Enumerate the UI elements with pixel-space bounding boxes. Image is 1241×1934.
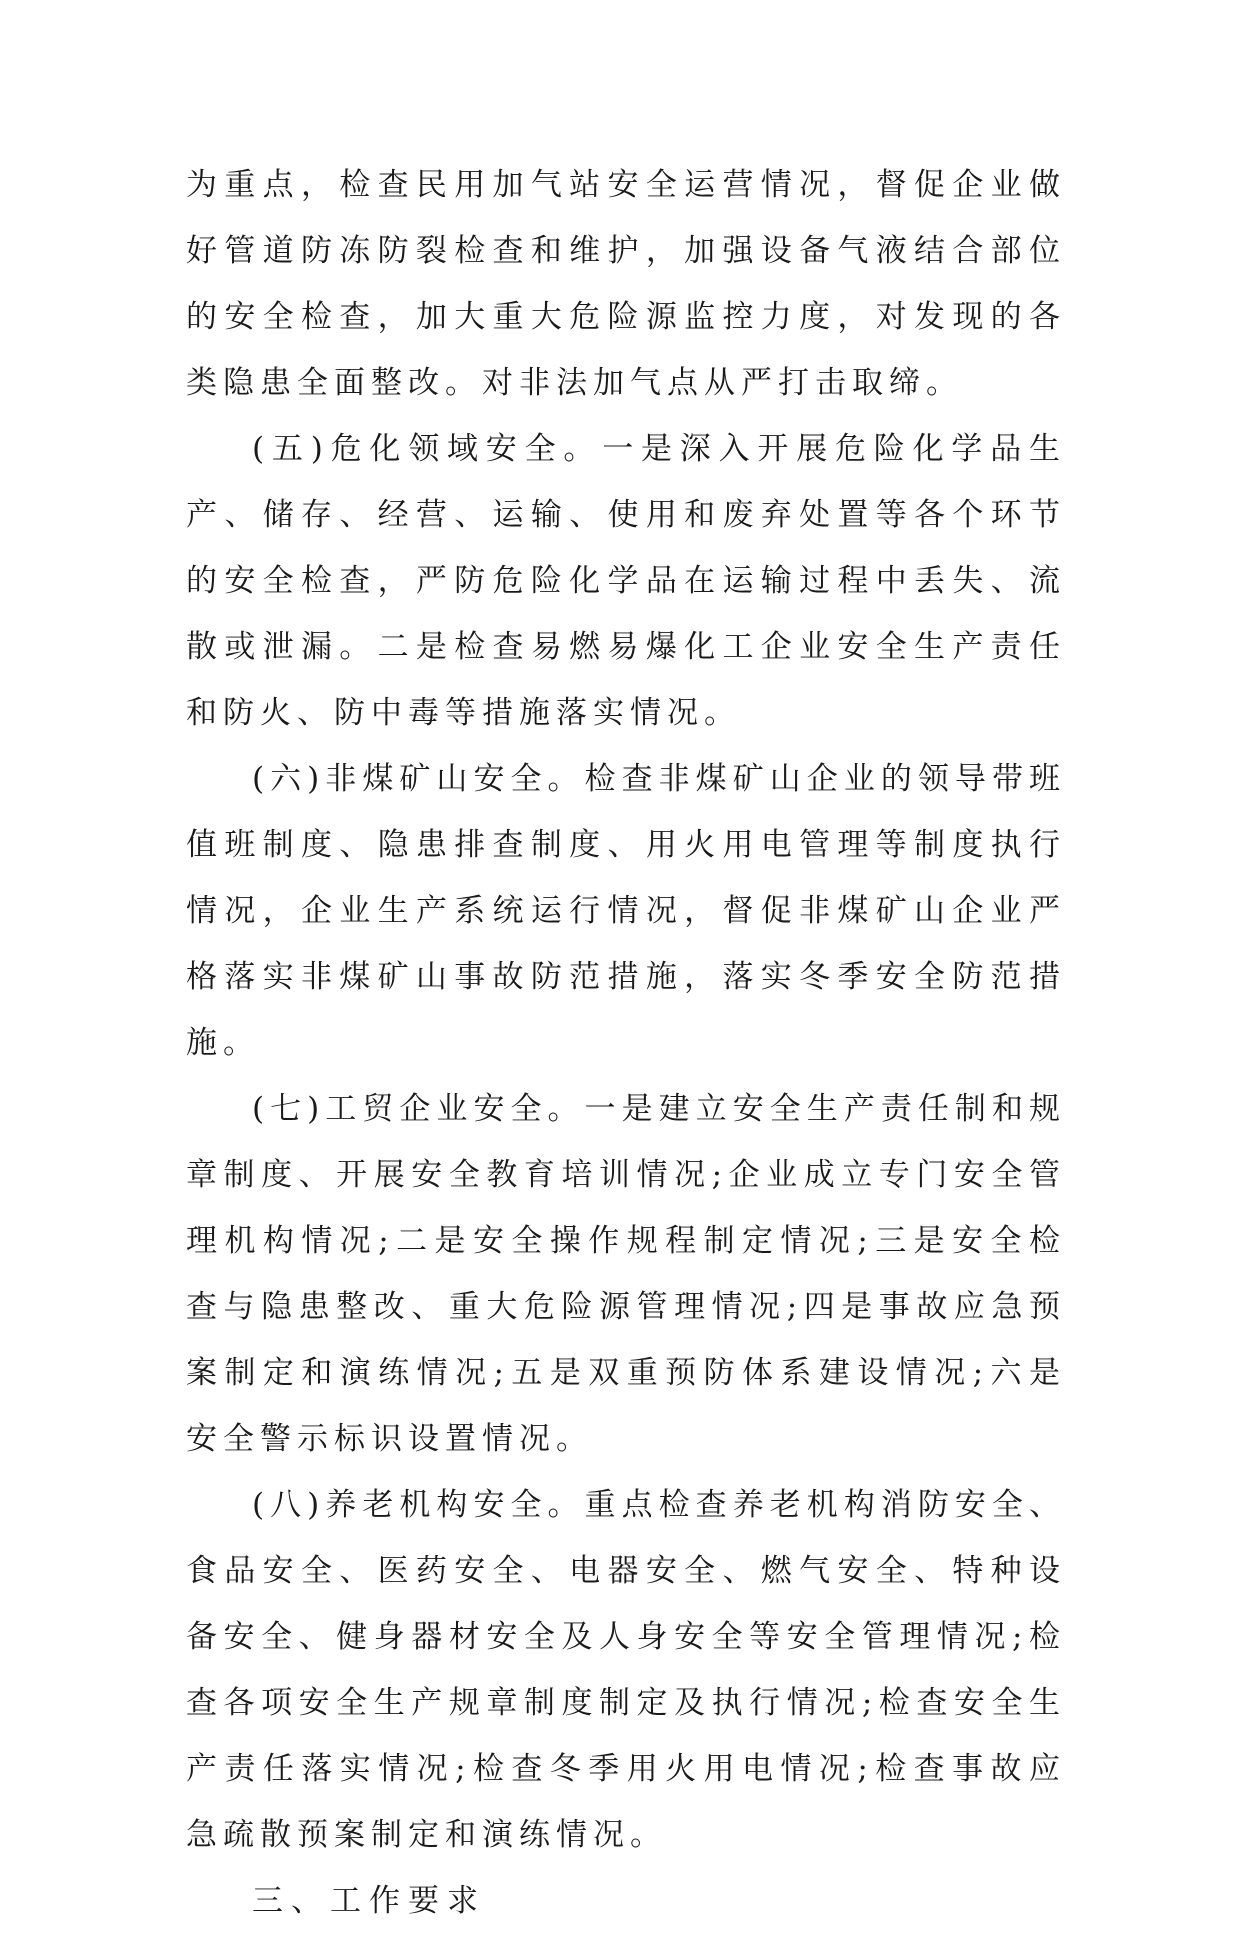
paragraph-elderly-care-institutions: (八)养老机构安全。重点检查养老机构消防安全、食品安全、医药安全、电器安全、燃气安全、特种设备安全、健身器材安全及人身安全等安全管理情况;检查各项安全生产规章制度制定及执行情况;检查安全生产责任落实情况;检查冬季用火用电情况;检查事故应急疏散预案制定和演练情况。	[186, 1487, 1066, 1853]
document-body	[186, 152, 1066, 1934]
paragraph-continuation-gas-stations: 为重点，检查民用加气站安全运营情况，督促企业做好管道防冻防裂检查和维护，加强设备气液结合部位的安全检查，加大重大危险源监控力度，对发现的各类隐患全面整改。对非法加气点从严打击取缔。	[186, 167, 1066, 401]
paragraph-industry-trade-enterprises: (七)工贸企业安全。一是建立安全生产责任制和规章制度、开展安全教育培训情况;企业成立专门安全管理机构情况;二是安全操作规程制定情况;三是安全检查与隐患整改、重大危险源管理情况;四是事故应急预案制定和演练情况;五是双重预防体系建设情况;六是安全警示标识设置情况。	[186, 1091, 1066, 1457]
paragraph-non-coal-mines: (六)非煤矿山安全。检查非煤矿山企业的领导带班值班制度、隐患排查制度、用火用电管理等制度执行情况，企业生产系统运行情况，督促非煤矿山企业严格落实非煤矿山事故防范措施，落实冬季安全防范措施。	[186, 761, 1066, 1061]
paragraph-hazardous-chemicals: (五)危化领域安全。一是深入开展危险化学品生产、储存、经营、运输、使用和废弃处置等各个环节的安全检查，严防危险化学品在运输过程中丢失、流散或泄漏。二是检查易燃易爆化工企业安全生产责任和防火、防中毒等措施落实情况。	[186, 431, 1066, 731]
section-heading-work-requirements: 三、工作要求	[252, 1883, 486, 1919]
